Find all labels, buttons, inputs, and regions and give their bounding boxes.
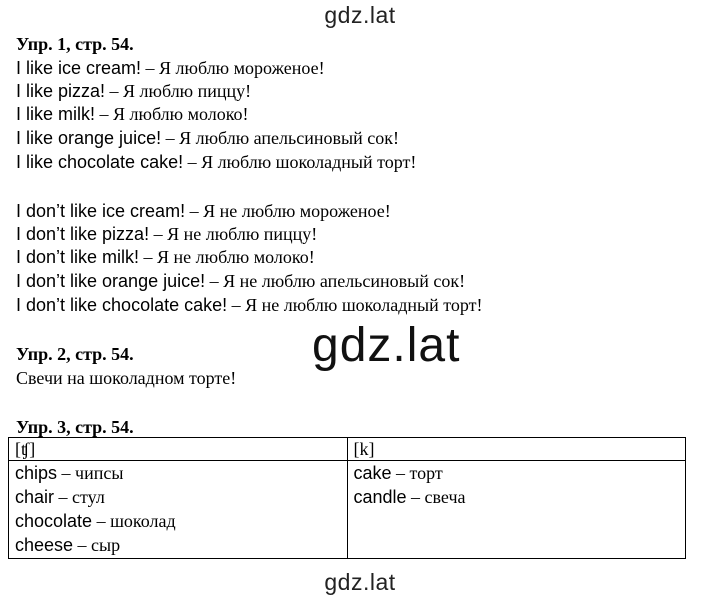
word-en: chair (15, 487, 55, 507)
sounds-table (8, 437, 686, 559)
ex1-line-3-en: I like milk! (16, 104, 96, 124)
exercise-1-heading: Упр. 1, стр. 54. (16, 34, 134, 54)
word-ru: – стул (54, 487, 105, 507)
table-row (9, 461, 686, 559)
ex1-line-3 (16, 104, 249, 125)
ex1-line-10 (16, 295, 483, 316)
ex1-line-10-en: I don’t like chocolate cake! (16, 295, 228, 315)
list-item (15, 461, 341, 485)
word-en: candle (353, 487, 407, 507)
word-ru: – торт (391, 463, 443, 483)
ex1-line-2-ru: – Я люблю пиццу! (105, 81, 252, 101)
ex1-line-5 (16, 152, 416, 173)
ex1-line-6-en: I don’t like ice cream! (16, 201, 186, 221)
ex1-line-8-ru: – Я не люблю молоко! (139, 247, 315, 267)
watermark-bottom: gdz.lat (324, 569, 396, 595)
exercise-3-heading: Упр. 3, стр. 54. (16, 417, 134, 437)
word-en: cake (353, 463, 392, 483)
ex1-line-9-ru: – Я не люблю апельсиновый сок! (205, 271, 466, 291)
watermark-top: gdz.lat (324, 2, 396, 28)
list-item (354, 485, 680, 509)
ex1-line-6-ru: – Я не люблю мороженое! (185, 201, 391, 221)
ex1-line-7-en: I don’t like pizza! (16, 224, 150, 244)
column-k-words (347, 461, 686, 559)
ex1-line-7 (16, 224, 317, 245)
word-ru: – свеча (406, 487, 466, 507)
word-ru: – сыр (73, 535, 121, 555)
column-ch-words (9, 461, 348, 559)
list-item (15, 509, 341, 533)
ex1-line-2 (16, 81, 251, 102)
word-en: chips (15, 463, 58, 483)
list-item (15, 485, 341, 509)
column-header-k: [k] (347, 438, 686, 461)
ex1-line-4-ru: – Я люблю апельсиновый сок! (161, 128, 399, 148)
ex1-line-9-en: I don’t like orange juice! (16, 271, 206, 291)
ex1-line-1-en: I like ice cream! (16, 58, 142, 78)
ex1-line-7-ru: – Я не люблю пиццу! (149, 224, 318, 244)
word-ru: – шоколад (92, 511, 176, 531)
column-header-ch: [ʧ] (9, 438, 348, 461)
exercise-2-text: Свечи на шоколадном торте! (16, 368, 237, 388)
ex1-line-4 (16, 128, 399, 149)
ex1-line-5-ru: – Я люблю шоколадный торт! (183, 152, 417, 172)
list-item (354, 461, 680, 485)
ex1-line-2-en: I like pizza! (16, 81, 106, 101)
ex1-line-9 (16, 271, 465, 292)
ex1-line-8 (16, 247, 315, 268)
ex1-line-8-en: I don’t like milk! (16, 247, 140, 267)
ex1-line-4-en: I like orange juice! (16, 128, 162, 148)
exercise-2-heading: Упр. 2, стр. 54. (16, 344, 134, 364)
watermark-middle: gdz.lat (312, 319, 461, 372)
word-en: cheese (15, 535, 74, 555)
ex1-line-6 (16, 201, 391, 222)
ex1-line-3-ru: – Я люблю молоко! (95, 104, 249, 124)
word-ru: – чипсы (57, 463, 124, 483)
ex1-line-1 (16, 58, 325, 79)
ex1-line-5-en: I like chocolate cake! (16, 152, 184, 172)
ex1-line-1-ru: – Я люблю мороженое! (141, 58, 325, 78)
table-header-row (9, 438, 686, 461)
list-item (15, 533, 341, 557)
ex1-line-10-ru: – Я не люблю шоколадный торт! (227, 295, 483, 315)
word-en: chocolate (15, 511, 93, 531)
